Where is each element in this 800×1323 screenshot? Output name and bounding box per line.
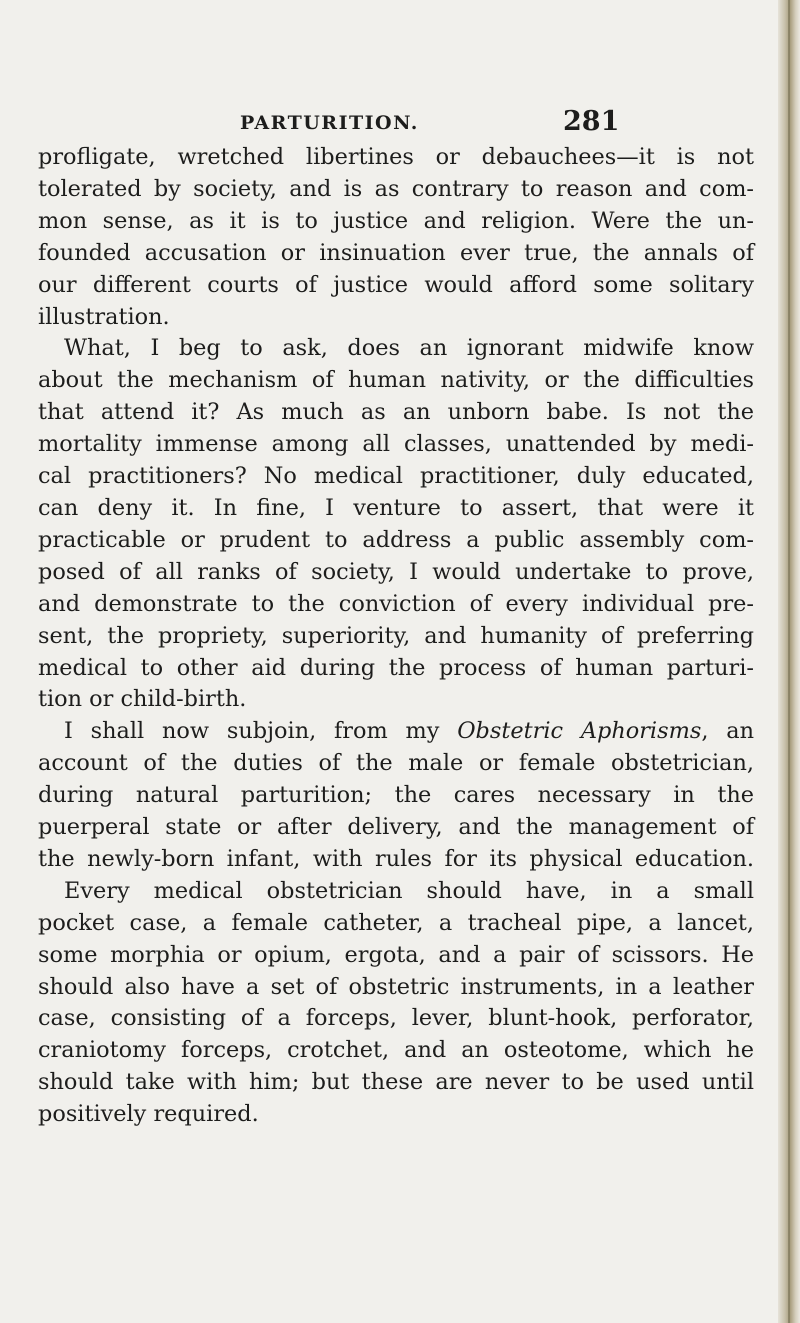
- text-line: Every medical obstetrician should have, in a small: [64, 877, 754, 904]
- text-line: profligate, wretched libertines or debauchees—it is not: [38, 144, 754, 170]
- text-line: tolerated by society, and is as contrary to reason and com-: [38, 175, 754, 202]
- text-line: illustration.: [38, 303, 170, 330]
- text-line: posed of all ranks of society, I would undertake to prove,: [38, 558, 754, 585]
- book-title-italic: Obstetric Aphorisms: [457, 718, 702, 745]
- text-line: sent, the propriety, superiority, and humanity of preferring: [38, 622, 754, 649]
- text-line: can deny it. In fine, I venture to assert, that were it: [38, 494, 754, 521]
- text-line: mon sense, as it is to justice and religion. Were the un-: [38, 207, 754, 234]
- text-line: founded accusation or insinuation ever true, the annals of: [38, 239, 754, 266]
- text-line: case, consisting of a forceps, lever, blunt-hook, perforator,: [38, 1005, 754, 1032]
- page-number: 281: [563, 106, 620, 137]
- body-text: [38, 142, 754, 1131]
- text-line: mortality immense among all classes, unattended by medi-: [38, 431, 754, 458]
- text-line: about the mechanism of human nativity, or the difficulties: [38, 367, 754, 394]
- text-line: puerperal state or after delivery, and the management of: [38, 814, 754, 841]
- text-line: the newly-born infant, with rules for its physical education.: [38, 845, 754, 872]
- text-line: our different courts of justice would afford some solitary: [38, 271, 754, 298]
- text-line: medical to other aid during the process of human parturi-: [38, 654, 754, 681]
- text-line: pocket case, a female catheter, a tracheal pipe, a lancet,: [38, 909, 754, 936]
- binding-edge: [788, 0, 790, 1323]
- running-head: PARTURITION.: [240, 112, 419, 134]
- text-line: I shall now subjoin, from my Obstetric Aphorisms, an: [64, 718, 754, 745]
- text-line: should also have a set of obstetric instruments, in a leather: [38, 973, 754, 1000]
- page-header: [228, 106, 620, 140]
- text-line: What, I beg to ask, does an ignorant midwife know: [64, 335, 754, 362]
- text-line: craniotomy forceps, crotchet, and an osteotome, which he: [38, 1037, 754, 1064]
- text-line: some morphia or opium, ergota, and a pair of scissors. He: [38, 941, 754, 968]
- text-line: should take with him; but these are never to be used until: [38, 1069, 754, 1096]
- text-line: and demonstrate to the conviction of every individual pre-: [38, 590, 754, 617]
- text-line: positively required.: [38, 1101, 259, 1128]
- text-line: during natural parturition; the cares necessary in the: [38, 782, 754, 809]
- text-line: tion or child-birth.: [38, 686, 247, 713]
- text-line: practicable or prudent to address a public assembly com-: [38, 526, 754, 553]
- text-line: that attend it? As much as an unborn babe. Is not the: [38, 399, 754, 426]
- text-line: account of the duties of the male or female obstetrician,: [38, 750, 754, 777]
- text-line: cal practitioners? No medical practitioner, duly educated,: [38, 463, 754, 490]
